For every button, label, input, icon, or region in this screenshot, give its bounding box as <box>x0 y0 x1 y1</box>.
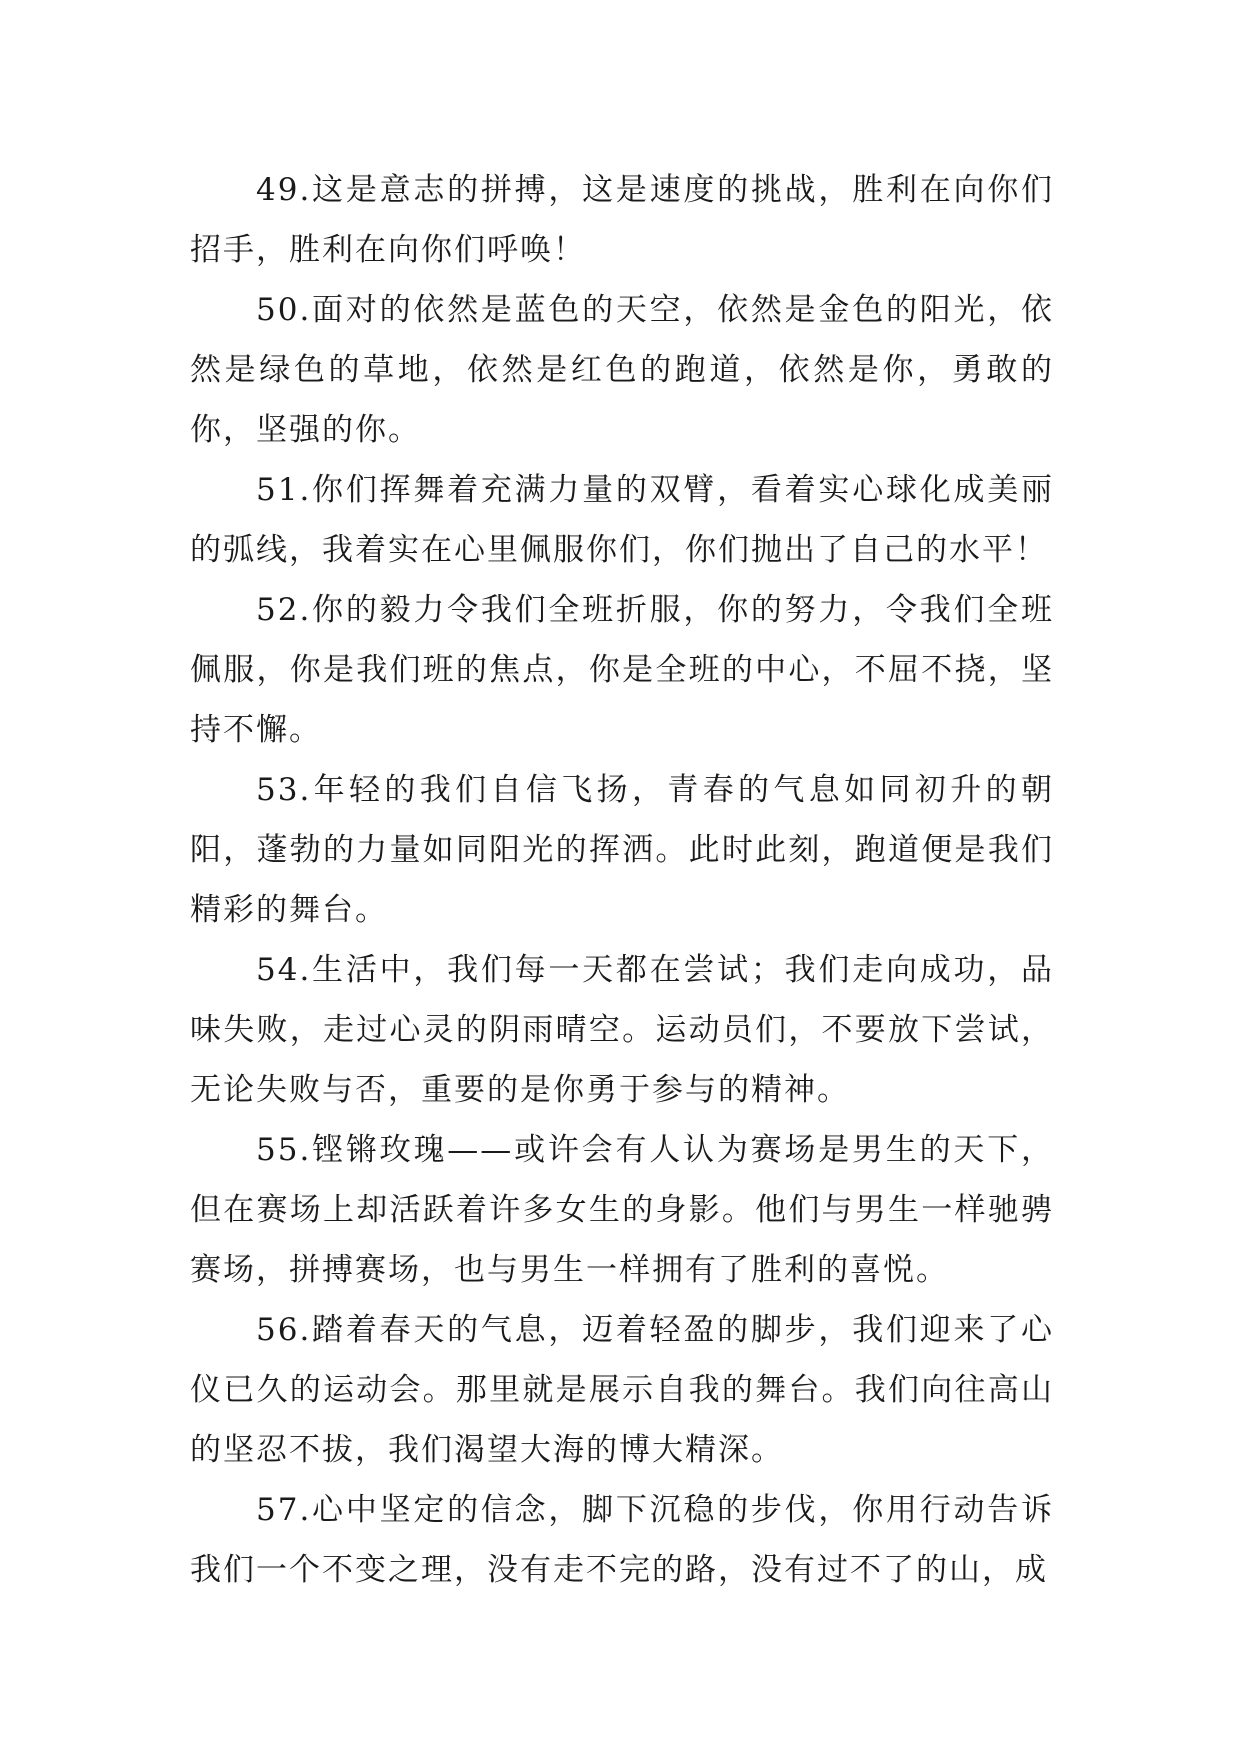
paragraph-57: 57.心中坚定的信念，脚下沉稳的步伐，你用行动告诉我们一个不变之理，没有走不完的路，没有过不了的山，成 <box>190 1492 1054 1588</box>
document-body <box>190 160 1054 1600</box>
paragraph-52: 52.你的毅力令我们全班折服，你的努力，令我们全班佩服，你是我们班的焦点，你是全班的中心，不屈不挠，坚持不懈。 <box>190 592 1054 748</box>
paragraph-49: 49.这是意志的拼搏，这是速度的挑战，胜利在向你们招手，胜利在向你们呼唤！ <box>190 172 1054 268</box>
paragraph-51: 51.你们挥舞着充满力量的双臂，看着实心球化成美丽的弧线，我着实在心里佩服你们，你们抛出了自己的水平！ <box>190 472 1054 568</box>
paragraph-54: 54.生活中，我们每一天都在尝试；我们走向成功，品味失败，走过心灵的阴雨晴空。运动员们，不要放下尝试，无论失败与否，重要的是你勇于参与的精神。 <box>190 952 1054 1108</box>
paragraph-50: 50.面对的依然是蓝色的天空，依然是金色的阳光，依然是绿色的草地，依然是红色的跑道，依然是你，勇敢的你，坚强的你。 <box>190 292 1054 448</box>
paragraph-53: 53.年轻的我们自信飞扬，青春的气息如同初升的朝阳，蓬勃的力量如同阳光的挥洒。此时此刻，跑道便是我们精彩的舞台。 <box>190 772 1054 928</box>
paragraph-55: 55.铿锵玫瑰——或许会有人认为赛场是男生的天下，但在赛场上却活跃着许多女生的身影。他们与男生一样驰骋赛场，拼搏赛场，也与男生一样拥有了胜利的喜悦。 <box>190 1132 1054 1288</box>
paragraph-56: 56.踏着春天的气息，迈着轻盈的脚步，我们迎来了心仪已久的运动会。那里就是展示自我的舞台。我们向往高山的坚忍不拔，我们渴望大海的博大精深。 <box>190 1312 1054 1468</box>
